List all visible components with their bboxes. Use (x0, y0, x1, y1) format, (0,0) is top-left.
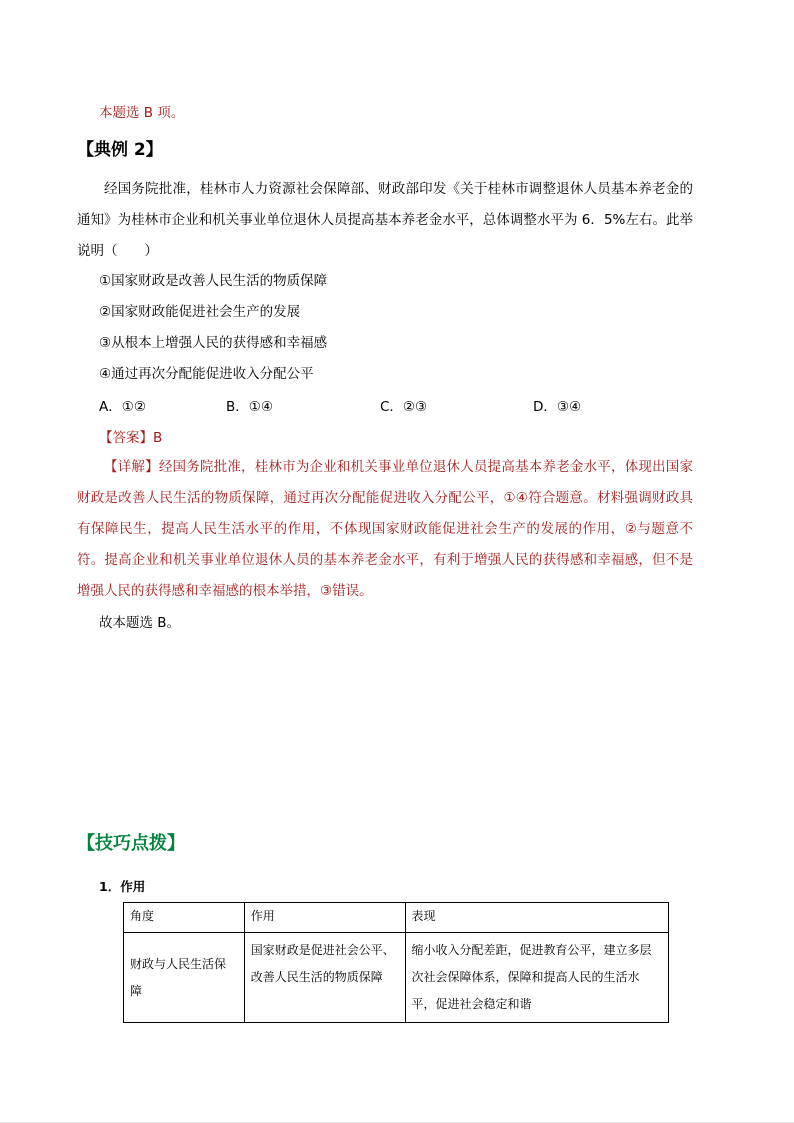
summary-table (123, 902, 669, 1023)
tips-heading: 【技巧点拨】 (77, 833, 185, 854)
previous-answer-line: 本题选 B 项。 (99, 105, 185, 121)
statement-1: ①国家财政是改善人民生活的物质保障 (99, 273, 328, 289)
option-c: C．②③ (380, 399, 428, 415)
table-header-angle: 角度 (124, 903, 245, 933)
table-cell-role: 国家财政是促进社会公平、改善人民生活的物质保障 (244, 933, 405, 1023)
table-row (124, 933, 669, 1023)
statement-3: ③从根本上增强人民的获得感和幸福感 (99, 335, 328, 351)
option-b: B．①④ (226, 399, 273, 415)
conclusion-line: 故本题选 B。 (99, 615, 181, 631)
question-text: 经国务院批准，桂林市人力资源社会保障部、财政部印发《关于桂林市调整退休人员基本养老金的通知》为桂林市企业和机关事业单位退休人员提高基本养老金水平，总体调整水平为 6．5%左右。此举说明（ ） (77, 181, 693, 259)
statement-2: ②国家财政能促进社会生产的发展 (99, 304, 301, 320)
detail-tag: 【详解】 (104, 459, 159, 475)
answer-line (99, 426, 162, 446)
table-cell-manifest: 缩小收入分配差距，促进教育公平，建立多层次社会保障体系，保障和提高人民的生活水平，促进社会稳定和谐 (405, 933, 669, 1023)
detail-paragraph (77, 452, 693, 607)
table-header-manifest: 表现 (405, 903, 669, 933)
answer-value: B (153, 430, 163, 446)
statement-4: ④通过再次分配能促进收入分配公平 (99, 366, 314, 382)
option-d: D．③④ (533, 399, 582, 415)
option-a: A．①② (99, 399, 146, 415)
example-heading: 【典例 2】 (77, 140, 163, 160)
answer-tag: 【答案】 (99, 430, 153, 446)
table-cell-angle: 财政与人民生活保障 (124, 933, 245, 1023)
section-title: 1．作用 (99, 879, 146, 894)
detail-text: 经国务院批准，桂林市为企业和机关事业单位退休人员提高基本养老金水平，体现出国家财政是改善人民生活的物质保障，通过再次分配能促进收入分配公平，①④符合题意。材料强调财政具有保障民生，提高人民生活水平的作用，不体现国家财政能促进社会生产的发展的作用，②与题意不符。提高企业和机关事业单位退休人员的基本养老金水平，有利于增强人民的获得感和幸福感，但不是增强人民的获得感和幸福感的根本举措，③错误。 (77, 459, 694, 599)
table-header-row (124, 903, 669, 933)
table-header-role: 作用 (244, 903, 405, 933)
